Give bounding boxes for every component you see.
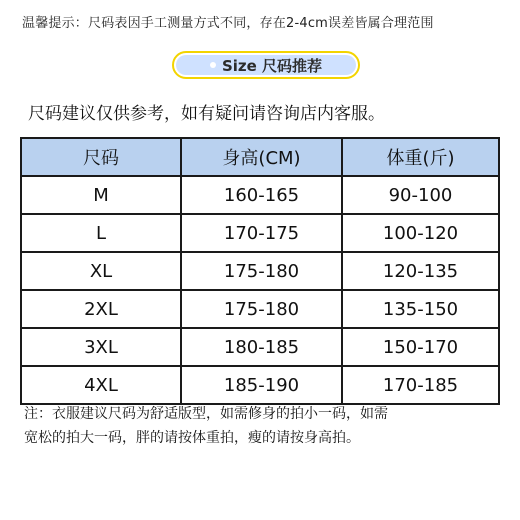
cell-size: M bbox=[21, 176, 181, 214]
header-weight: 体重(斤) bbox=[342, 138, 499, 176]
table-row bbox=[21, 328, 499, 366]
table-row bbox=[21, 214, 499, 252]
footnote-line-2: 宽松的拍大一码，胖的请按体重拍，瘦的请按身高拍。 bbox=[24, 430, 360, 446]
table-head bbox=[21, 138, 499, 176]
cell-height: 175-180 bbox=[181, 290, 342, 328]
table-row bbox=[21, 252, 499, 290]
cell-height: 180-185 bbox=[181, 328, 342, 366]
table-row bbox=[21, 290, 499, 328]
intro-text: 尺码建议仅供参考，如有疑问请咨询店内客服。 bbox=[28, 104, 385, 124]
table-row bbox=[21, 366, 499, 404]
cell-weight: 170-185 bbox=[342, 366, 499, 404]
cell-weight: 135-150 bbox=[342, 290, 499, 328]
cell-height: 170-175 bbox=[181, 214, 342, 252]
cell-weight: 90-100 bbox=[342, 176, 499, 214]
cell-size: XL bbox=[21, 252, 181, 290]
size-badge-label: Size 尺码推荐 bbox=[221, 56, 323, 75]
header-height: 身高(CM) bbox=[181, 138, 342, 176]
table-row bbox=[21, 176, 499, 214]
cell-weight: 100-120 bbox=[342, 214, 499, 252]
table-header-row bbox=[21, 138, 499, 176]
badge-dot-icon bbox=[210, 62, 216, 68]
header-size: 尺码 bbox=[21, 138, 181, 176]
top-note: 温馨提示：尺码表因手工测量方式不同，存在2-4cm误差皆属合理范围 bbox=[22, 16, 434, 31]
size-badge bbox=[172, 51, 360, 79]
size-badge-inner bbox=[176, 55, 356, 75]
cell-size: 3XL bbox=[21, 328, 181, 366]
size-table bbox=[20, 137, 500, 405]
cell-size: L bbox=[21, 214, 181, 252]
table-body bbox=[21, 176, 499, 404]
cell-size: 2XL bbox=[21, 290, 181, 328]
cell-size: 4XL bbox=[21, 366, 181, 404]
footnote-line-1: 注：衣服建议尺码为舒适版型，如需修身的拍小一码，如需 bbox=[24, 406, 388, 422]
cell-height: 175-180 bbox=[181, 252, 342, 290]
footnote bbox=[24, 402, 494, 450]
cell-height: 160-165 bbox=[181, 176, 342, 214]
cell-weight: 120-135 bbox=[342, 252, 499, 290]
cell-weight: 150-170 bbox=[342, 328, 499, 366]
cell-height: 185-190 bbox=[181, 366, 342, 404]
